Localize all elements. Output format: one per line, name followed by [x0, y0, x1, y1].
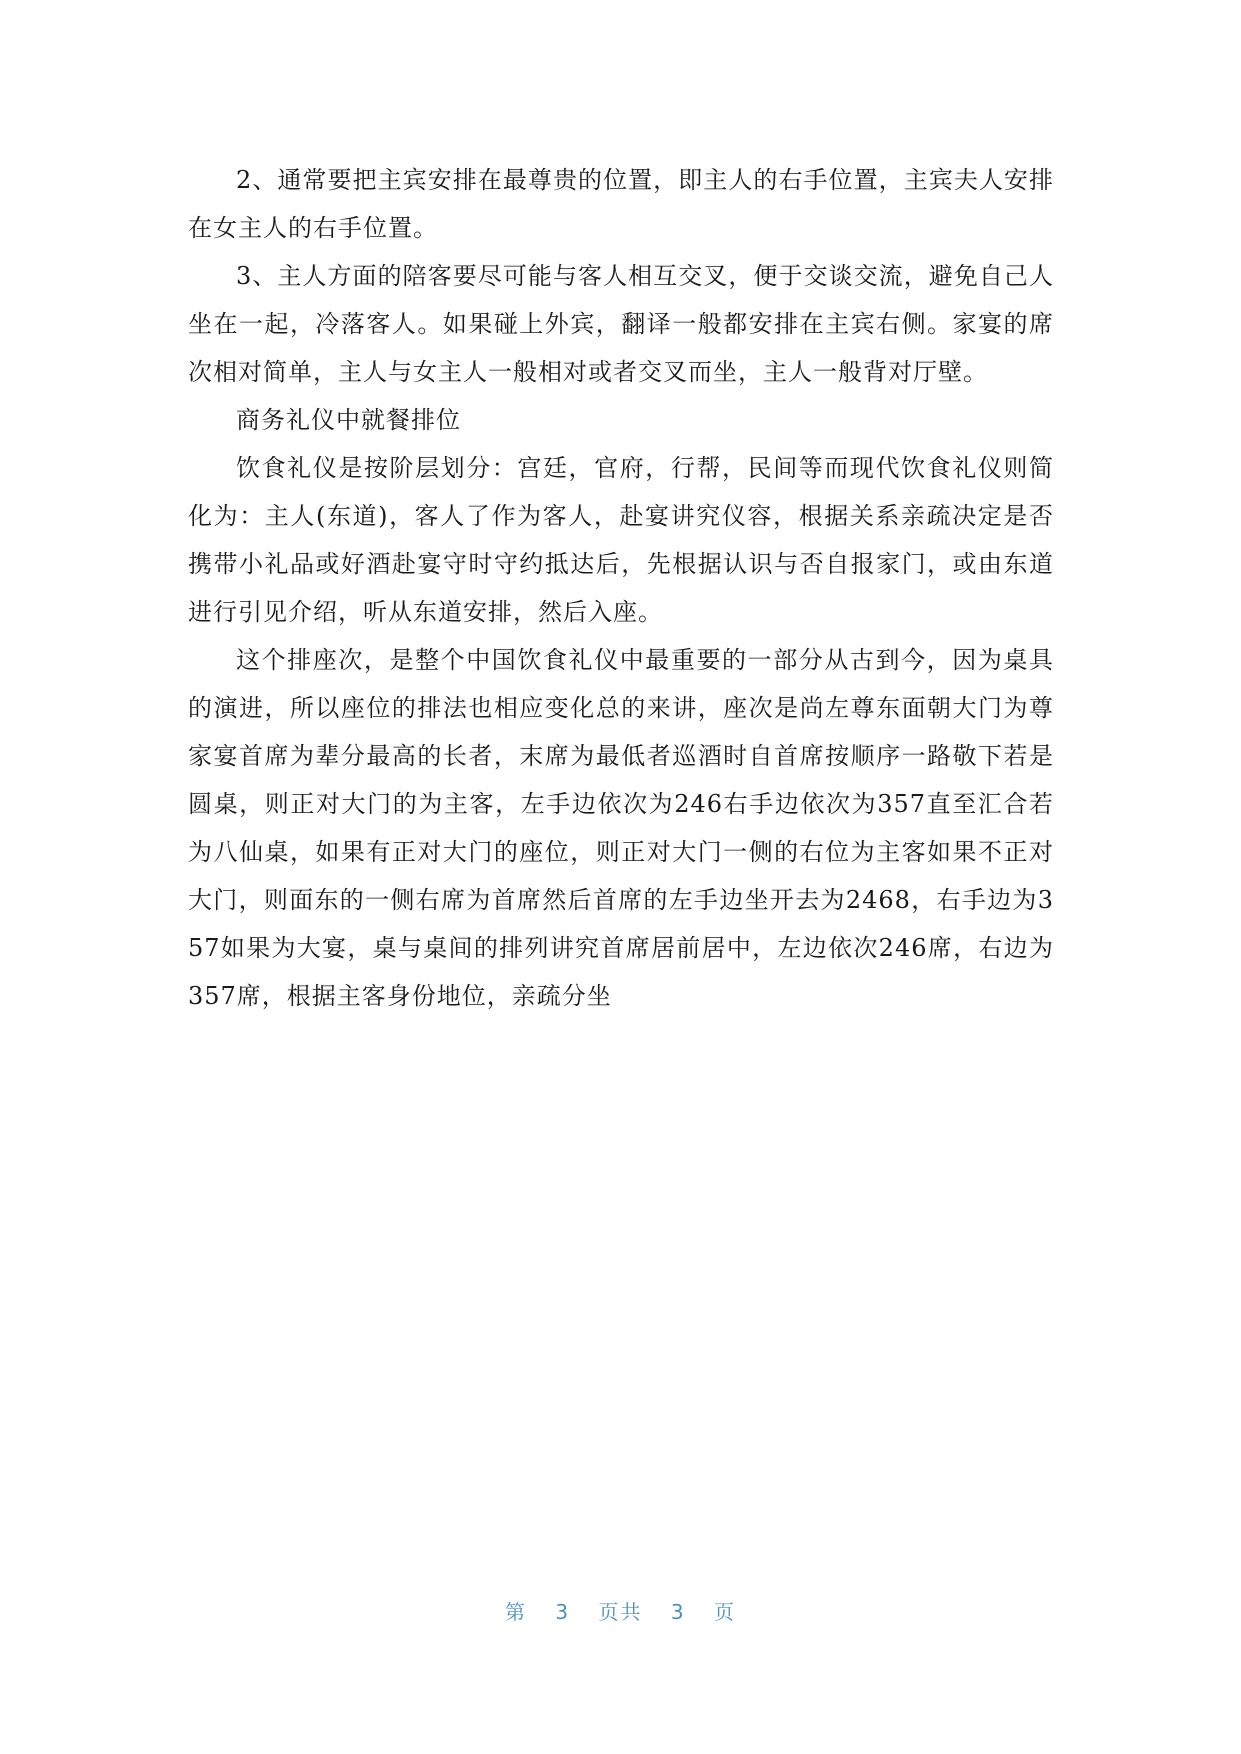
page-footer [0, 1596, 1241, 1625]
footer-page-total: 3 [670, 1600, 686, 1624]
paragraph-seating-order: 这个排座次，是整个中国饮食礼仪中最重要的一部分从古到今，因为桌具的演进，所以座位的排法也相应变化总的来讲，座次是尚左尊东面朝大门为尊家宴首席为辈分最高的长者，末席为最低者巡酒时自首席按顺序一路敬下若是圆桌，则正对大门的为主客，左手边依次为246右手边依次为357直至汇合若为八仙桌，如果有正对大门的座位，则正对大门一侧的右位为主客如果不正对大门，则面东的一侧右席为首席然后首席的左手边坐开去为2468，右手边为357如果为大宴，桌与桌间的排列讲究首席居前居中，左边依次246席，右边为357席，根据主客身份地位，亲疏分坐 [188, 646, 1054, 1010]
paragraph-accompanying-guests: 3、主人方面的陪客要尽可能与客人相互交叉，便于交谈交流，避免自己人坐在一起，冷落客人。如果碰上外宾，翻译一般都安排在主宾右侧。家宴的席次相对简单，主人与女主人一般相对或者交叉而坐，主人一般背对厅壁。 [188, 262, 1054, 386]
document-body [188, 156, 1054, 1020]
paragraph-seat-guest-of-honor: 2、通常要把主宾安排在最尊贵的位置，即主人的右手位置，主宾夫人安排在女主人的右手位置。 [188, 166, 1054, 242]
footer-page-current: 3 [555, 1600, 571, 1624]
paragraph-dining-etiquette: 饮食礼仪是按阶层划分：宫廷，官府，行帮，民间等而现代饮食礼仪则简化为：主人(东道)，客人了作为客人，赴宴讲究仪容，根据关系亲疏决定是否携带小礼品或好酒赴宴守时守约抵达后，先根据认识与否自报家门，或由东道进行引见介绍，听从东道安排，然后入座。 [188, 454, 1054, 626]
section-heading: 商务礼仪中就餐排位 [236, 406, 461, 434]
footer-prefix: 第 [505, 1600, 528, 1624]
footer-suffix: 页 [713, 1600, 736, 1624]
footer-mid: 页共 [598, 1600, 643, 1624]
